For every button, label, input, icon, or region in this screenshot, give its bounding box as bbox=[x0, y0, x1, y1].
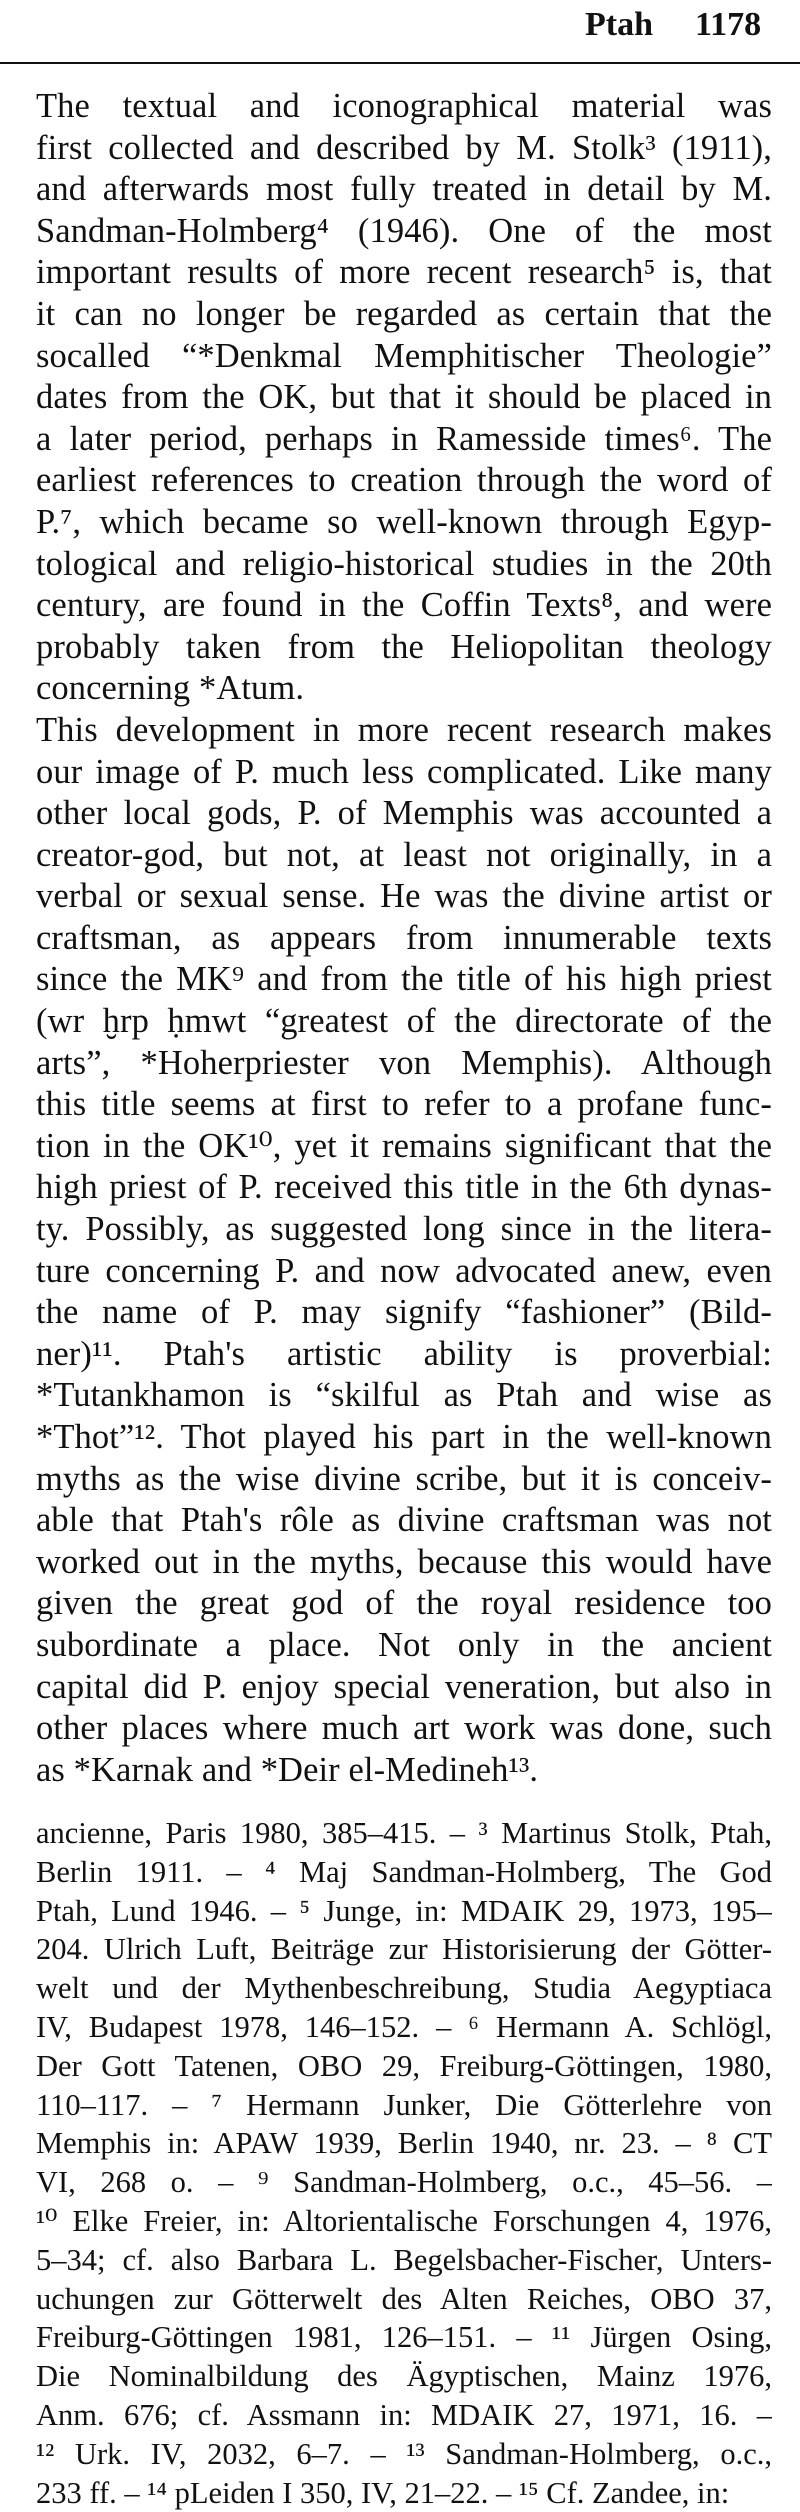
text-line: this title seems at first to refer to a profane func- bbox=[36, 1085, 772, 1124]
page-number: 1178 bbox=[695, 6, 762, 43]
text-line: worked out in the myths, because this would have bbox=[36, 1542, 772, 1581]
footnote-line: welt und der Mythenbeschreibung, Studia Aegyptiaca bbox=[36, 1971, 772, 2006]
text-line: high priest of P. received this title in the 6th dynas- bbox=[36, 1168, 772, 1207]
text-line: dates from the OK, but that it should be placed in bbox=[36, 378, 772, 417]
text-line: it can no longer be regarded as certain that the bbox=[36, 294, 772, 333]
text-line: craftsman, as appears from innumerable texts bbox=[36, 918, 772, 957]
text-line: arts”, *Hoherpriester von Memphis). Although bbox=[36, 1043, 772, 1082]
footnote-line: Ptah, Lund 1946. – ⁵ Junge, in: MDAIK 29, 1973, 195– bbox=[36, 1893, 772, 1928]
footnote-line: 5–34; cf. also Barbara L. Begelsbacher-Fischer, Unters- bbox=[36, 2242, 772, 2277]
text-line: Sandman-Holmberg⁴ (1946). One of the most bbox=[36, 211, 772, 250]
footnote-line: 204. Ulrich Luft, Beiträge zur Historisierung der Götter- bbox=[36, 1932, 772, 1967]
text-line: This development in more recent research makes bbox=[36, 710, 772, 749]
text-line: The textual and iconographical material was bbox=[36, 87, 772, 125]
text-line: verbal or sexual sense. He was the divine artist or bbox=[36, 877, 772, 916]
text-line: ty. Possibly, as suggested long since in the litera- bbox=[36, 1210, 772, 1249]
footnote-line: Anm. 676; cf. Assmann in: MDAIK 27, 1971, 16. – bbox=[36, 2397, 772, 2432]
footnote-line: Der Gott Tatenen, OBO 29, Freiburg-Göttingen, 1980, bbox=[36, 2048, 772, 2083]
text-line: as *Karnak and *Deir el-Medineh¹³. bbox=[36, 1750, 539, 1789]
text-line: other places where much art work was done, such bbox=[36, 1709, 772, 1748]
footnote-line: IV, Budapest 1978, 146–152. – ⁶ Hermann A. Schlögl, bbox=[36, 2009, 772, 2044]
text-line: our image of P. much less complicated. Like many bbox=[36, 752, 772, 791]
footnote-line: ¹⁰ Elke Freier, in: Altorientalische Forschungen 4, 1976, bbox=[36, 2203, 772, 2238]
text-line: P.⁷, which became so well-known through Egyp- bbox=[36, 502, 772, 541]
text-line: tion in the OK¹⁰, yet it remains significant that the bbox=[36, 1126, 772, 1165]
text-line: probably taken from the Heliopolitan theology bbox=[36, 627, 772, 666]
text-line: (wr ḫrp ḥmwt “greatest of the directorate of the bbox=[36, 1002, 772, 1041]
footnote-line: Berlin 1911. – ⁴ Maj Sandman-Holmberg, The God bbox=[36, 1854, 772, 1889]
text-line: earliest references to creation through the word of bbox=[36, 461, 772, 500]
text-line: creator-god, but not, at least not originally, in a bbox=[36, 835, 772, 874]
footnote-line: ¹² Urk. IV, 2032, 6–7. – ¹³ Sandman-Holmberg, o.c., bbox=[36, 2436, 772, 2471]
footnote-line: uchungen zur Götterwelt des Alten Reiches, OBO 37, bbox=[36, 2281, 772, 2316]
footnotes bbox=[36, 1814, 772, 2512]
text-line: subordinate a place. Not only in the ancient bbox=[36, 1625, 772, 1664]
text-line: first collected and described by M. Stolk³ (1911), bbox=[36, 128, 772, 167]
text-line: a later period, perhaps in Ramesside times⁶. The bbox=[36, 419, 772, 458]
text-line: myths as the wise divine scribe, but it is conceiv- bbox=[36, 1459, 772, 1498]
footnote-line: ancienne, Paris 1980, 385–415. – ³ Martinus Stolk, Ptah, bbox=[36, 1816, 772, 1850]
text-line: *Thot”¹². Thot played his part in the well-known bbox=[36, 1418, 772, 1456]
text-line: socalled “*Denkmal Memphitischer Theologie” bbox=[36, 336, 772, 375]
footnote-line: Freiburg-Göttingen 1981, 126–151. – ¹¹ Jürgen Osing, bbox=[36, 2320, 772, 2355]
footnote-line: 233 ff. – ¹⁴ pLeiden I 350, IV, 21–22. – ¹⁵ Cf. Zandee, in: bbox=[36, 2475, 730, 2510]
text-line: *Tutankhamon is “skilful as Ptah and wise as bbox=[36, 1376, 772, 1415]
main-text bbox=[36, 86, 772, 1791]
header-title: Ptah bbox=[585, 6, 653, 43]
footnote-line: VI, 268 o. – ⁹ Sandman-Holmberg, o.c., 45–56. – bbox=[36, 2165, 772, 2200]
footnote-line: 110–117. – ⁷ Hermann Junker, Die Götterlehre von bbox=[36, 2087, 772, 2122]
text-line: tological and religio-historical studies in the 20th bbox=[36, 544, 772, 583]
text-line: since the MK⁹ and from the title of his high priest bbox=[36, 960, 772, 999]
footnote-line: Memphis in: APAW 1939, Berlin 1940, nr. 23. – ⁸ CT bbox=[36, 2126, 772, 2161]
text-line: ture concerning P. and now advocated anew, even bbox=[36, 1251, 772, 1290]
text-line: important results of more recent research⁵ is, that bbox=[36, 253, 772, 292]
text-line: concerning *Atum. bbox=[36, 669, 305, 708]
footnote-line: Die Nominalbildung des Ägyptischen, Mainz 1976, bbox=[36, 2359, 772, 2394]
text-line: and afterwards most fully treated in detail by M. bbox=[36, 170, 772, 209]
text-line: the name of P. may signify “fashioner” (Bild- bbox=[36, 1293, 772, 1332]
running-header bbox=[0, 0, 800, 64]
text-line: given the great god of the royal residence too bbox=[36, 1584, 772, 1623]
text-line: able that Ptah's rôle as divine craftsman was not bbox=[36, 1501, 772, 1540]
text-line: century, are found in the Coffin Texts⁸, and were bbox=[36, 586, 772, 625]
text-line: capital did P. enjoy special veneration, but also in bbox=[36, 1667, 772, 1706]
text-line: ner)¹¹. Ptah's artistic ability is proverbial: bbox=[36, 1334, 772, 1373]
text-line: other local gods, P. of Memphis was accounted a bbox=[36, 794, 772, 833]
